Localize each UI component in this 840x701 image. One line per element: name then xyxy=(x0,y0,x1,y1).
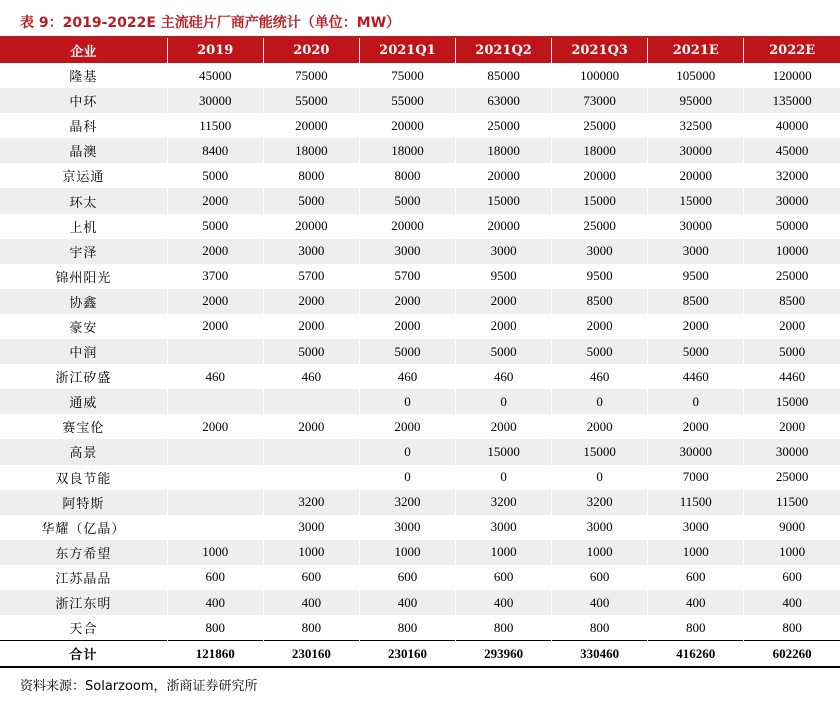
company-cell: 京运通 xyxy=(62,170,105,186)
value-cell: 20000 xyxy=(552,163,648,188)
value-cell: 15000 xyxy=(456,439,552,464)
value-cell: 0 xyxy=(552,389,648,414)
header-cell: 2021E xyxy=(648,38,744,63)
value-cell: 3000 xyxy=(263,515,359,540)
value-cell: 800 xyxy=(552,615,648,641)
value-cell: 73000 xyxy=(552,88,648,113)
table-row xyxy=(0,314,840,339)
value-cell: 20000 xyxy=(263,113,359,138)
value-cell: 5000 xyxy=(263,188,359,213)
value-cell: 4460 xyxy=(744,364,840,389)
company-cell: 锦州阳光 xyxy=(55,270,112,286)
company-cell: 上机 xyxy=(69,220,98,236)
company-cell: 晶科 xyxy=(69,120,98,136)
value-cell: 2000 xyxy=(359,289,455,314)
value-cell: 2000 xyxy=(167,414,263,439)
company-cell: 阿特斯 xyxy=(0,490,167,515)
value-cell: 55000 xyxy=(359,88,455,113)
value-cell: 5000 xyxy=(552,339,648,364)
value-cell: 2000 xyxy=(552,314,648,339)
value-cell: 7000 xyxy=(648,465,744,490)
value-cell: 1000 xyxy=(744,540,840,565)
value-cell: 400 xyxy=(744,590,840,615)
value-cell: 2000 xyxy=(744,314,840,339)
total-value: 330460 xyxy=(552,641,648,668)
company-cell: 华耀（亿晶） xyxy=(41,521,126,537)
table-row xyxy=(0,339,840,364)
value-cell: 3000 xyxy=(552,515,648,540)
value-cell: 11500 xyxy=(167,113,263,138)
value-cell: 25000 xyxy=(456,113,552,138)
table-row xyxy=(0,264,840,289)
value-cell xyxy=(167,339,263,364)
value-cell: 800 xyxy=(456,615,552,641)
value-cell: 460 xyxy=(456,364,552,389)
value-cell: 5000 xyxy=(744,339,840,364)
value-cell: 5000 xyxy=(359,339,455,364)
company-cell: 隆基 xyxy=(69,70,98,86)
value-cell: 25000 xyxy=(744,264,840,289)
value-cell: 0 xyxy=(648,389,744,414)
company-cell: 通威 xyxy=(0,389,167,414)
value-cell: 1000 xyxy=(167,540,263,565)
value-cell: 2000 xyxy=(167,239,263,264)
company-cell: 东方希望 xyxy=(0,540,167,565)
value-cell: 95000 xyxy=(648,88,744,113)
company-cell: 宇泽 xyxy=(0,239,167,264)
table-row xyxy=(0,214,840,239)
table-row xyxy=(0,414,840,439)
company-cell: 浙江东明 xyxy=(0,590,167,615)
value-cell xyxy=(167,490,263,515)
value-cell: 11500 xyxy=(744,490,840,515)
value-cell: 3000 xyxy=(359,239,455,264)
total-label: 合计 xyxy=(0,641,167,668)
value-cell: 15000 xyxy=(552,439,648,464)
company-cell: 双良节能 xyxy=(55,471,112,487)
table-row xyxy=(0,540,840,565)
value-cell: 30000 xyxy=(167,88,263,113)
value-cell: 0 xyxy=(456,465,552,490)
table-row xyxy=(0,113,840,138)
table-row xyxy=(0,439,840,464)
value-cell: 20000 xyxy=(648,163,744,188)
table-row xyxy=(0,389,840,414)
value-cell: 2000 xyxy=(456,314,552,339)
value-cell: 2000 xyxy=(359,314,455,339)
value-cell: 15000 xyxy=(648,188,744,213)
company-cell: 高景 xyxy=(0,439,167,464)
total-value: 293960 xyxy=(456,641,552,668)
value-cell: 5000 xyxy=(263,339,359,364)
value-cell: 800 xyxy=(263,615,359,641)
value-cell: 460 xyxy=(167,364,263,389)
value-cell: 9000 xyxy=(744,515,840,540)
value-cell: 8500 xyxy=(552,289,648,314)
value-cell: 55000 xyxy=(263,88,359,113)
value-cell xyxy=(167,389,263,414)
company-cell: 赛宝伦 xyxy=(62,421,105,437)
value-cell: 800 xyxy=(648,615,744,641)
value-cell: 20000 xyxy=(456,163,552,188)
value-cell: 3000 xyxy=(359,515,455,540)
value-cell: 460 xyxy=(359,364,455,389)
table-row xyxy=(0,364,840,389)
value-cell: 40000 xyxy=(744,113,840,138)
header-cell: 2021Q3 xyxy=(552,38,648,63)
value-cell: 8400 xyxy=(167,138,263,163)
company-cell: 豪安 xyxy=(69,320,98,336)
value-cell: 3200 xyxy=(456,490,552,515)
value-cell xyxy=(263,389,359,414)
value-cell: 18000 xyxy=(359,138,455,163)
value-cell: 2000 xyxy=(263,314,359,339)
value-cell: 3000 xyxy=(456,239,552,264)
value-cell: 3000 xyxy=(648,515,744,540)
value-cell: 2000 xyxy=(648,414,744,439)
value-cell: 400 xyxy=(167,590,263,615)
table-title: 表 9：2019-2022E 主流硅片厂商产能统计（单位：MW） xyxy=(20,15,401,31)
company-cell: 中环 xyxy=(0,88,167,113)
header-row xyxy=(0,38,840,63)
total-value: 230160 xyxy=(359,641,455,668)
value-cell: 0 xyxy=(552,465,648,490)
company-cell: 晶澳 xyxy=(0,138,167,163)
header-cell: 2022E xyxy=(744,38,840,63)
value-cell: 30000 xyxy=(648,138,744,163)
value-cell: 800 xyxy=(359,615,455,641)
value-cell: 400 xyxy=(648,590,744,615)
value-cell: 63000 xyxy=(456,88,552,113)
value-cell: 2000 xyxy=(648,314,744,339)
value-cell: 2000 xyxy=(456,414,552,439)
value-cell: 20000 xyxy=(359,214,455,239)
value-cell: 0 xyxy=(359,439,455,464)
value-cell: 20000 xyxy=(263,214,359,239)
value-cell: 5000 xyxy=(456,339,552,364)
value-cell: 15000 xyxy=(744,389,840,414)
table-row xyxy=(0,138,840,163)
total-value: 121860 xyxy=(167,641,263,668)
value-cell: 3200 xyxy=(552,490,648,515)
value-cell: 600 xyxy=(648,565,744,590)
value-cell: 10000 xyxy=(744,239,840,264)
value-cell: 600 xyxy=(456,565,552,590)
value-cell: 460 xyxy=(263,364,359,389)
value-cell: 25000 xyxy=(744,465,840,490)
table-row xyxy=(0,188,840,213)
total-value: 416260 xyxy=(648,641,744,668)
value-cell: 0 xyxy=(359,389,455,414)
value-cell: 18000 xyxy=(552,138,648,163)
value-cell: 2000 xyxy=(263,414,359,439)
capacity-table xyxy=(0,38,840,668)
value-cell: 25000 xyxy=(552,113,648,138)
value-cell: 135000 xyxy=(744,88,840,113)
value-cell: 30000 xyxy=(648,214,744,239)
table-row xyxy=(0,88,840,113)
value-cell: 30000 xyxy=(648,439,744,464)
value-cell: 25000 xyxy=(552,214,648,239)
value-cell: 800 xyxy=(167,615,263,641)
value-cell: 5700 xyxy=(263,264,359,289)
table-row xyxy=(0,615,840,641)
value-cell: 460 xyxy=(552,364,648,389)
value-cell: 2000 xyxy=(167,188,263,213)
value-cell: 32000 xyxy=(744,163,840,188)
value-cell: 1000 xyxy=(552,540,648,565)
value-cell: 1000 xyxy=(359,540,455,565)
value-cell: 105000 xyxy=(648,63,744,88)
value-cell xyxy=(167,515,263,540)
header-cell: 2019 xyxy=(167,38,263,63)
value-cell: 9500 xyxy=(552,264,648,289)
value-cell: 1000 xyxy=(456,540,552,565)
table-row xyxy=(0,289,840,314)
total-row xyxy=(0,641,840,668)
value-cell: 400 xyxy=(552,590,648,615)
value-cell: 120000 xyxy=(744,63,840,88)
value-cell: 3700 xyxy=(167,264,263,289)
company-cell: 天合 xyxy=(69,622,98,638)
header-cell: 2021Q2 xyxy=(456,38,552,63)
value-cell: 4460 xyxy=(648,364,744,389)
value-cell: 75000 xyxy=(359,63,455,88)
value-cell: 5700 xyxy=(359,264,455,289)
table-row xyxy=(0,465,840,490)
table-row xyxy=(0,565,840,590)
company-cell: 浙江矽盛 xyxy=(55,371,112,387)
value-cell: 15000 xyxy=(456,188,552,213)
table-row xyxy=(0,515,840,540)
value-cell xyxy=(167,439,263,464)
value-cell xyxy=(263,439,359,464)
value-cell: 8000 xyxy=(359,163,455,188)
value-cell xyxy=(167,465,263,490)
company-cell: 环太 xyxy=(0,188,167,213)
value-cell: 1000 xyxy=(263,540,359,565)
value-cell: 0 xyxy=(456,389,552,414)
value-cell: 3000 xyxy=(456,515,552,540)
value-cell: 18000 xyxy=(263,138,359,163)
value-cell: 3000 xyxy=(263,239,359,264)
header-cell: 2021Q1 xyxy=(359,38,455,63)
total-value: 230160 xyxy=(263,641,359,668)
value-cell: 20000 xyxy=(359,113,455,138)
value-cell: 400 xyxy=(359,590,455,615)
value-cell: 18000 xyxy=(456,138,552,163)
value-cell: 11500 xyxy=(648,490,744,515)
value-cell: 400 xyxy=(456,590,552,615)
value-cell: 600 xyxy=(552,565,648,590)
value-cell: 100000 xyxy=(552,63,648,88)
value-cell: 0 xyxy=(359,465,455,490)
value-cell: 600 xyxy=(167,565,263,590)
value-cell: 5000 xyxy=(359,188,455,213)
value-cell: 9500 xyxy=(648,264,744,289)
value-cell: 5000 xyxy=(648,339,744,364)
value-cell: 2000 xyxy=(167,314,263,339)
value-cell: 600 xyxy=(744,565,840,590)
value-cell: 30000 xyxy=(744,188,840,213)
value-cell: 15000 xyxy=(552,188,648,213)
value-cell: 2000 xyxy=(167,289,263,314)
table-row xyxy=(0,63,840,88)
source-note: 资料来源：Solarzoom，浙商证券研究所 xyxy=(20,679,258,694)
total-value: 602260 xyxy=(744,641,840,668)
value-cell: 3000 xyxy=(648,239,744,264)
value-cell: 85000 xyxy=(456,63,552,88)
value-cell: 2000 xyxy=(359,414,455,439)
company-cell: 协鑫 xyxy=(0,289,167,314)
value-cell: 3200 xyxy=(263,490,359,515)
value-cell: 9500 xyxy=(456,264,552,289)
value-cell: 5000 xyxy=(167,163,263,188)
header-cell: 2020 xyxy=(263,38,359,63)
value-cell: 600 xyxy=(263,565,359,590)
value-cell: 75000 xyxy=(263,63,359,88)
value-cell: 2000 xyxy=(552,414,648,439)
value-cell: 400 xyxy=(263,590,359,615)
value-cell: 50000 xyxy=(744,214,840,239)
value-cell: 45000 xyxy=(167,63,263,88)
value-cell: 600 xyxy=(359,565,455,590)
table-row xyxy=(0,163,840,188)
value-cell xyxy=(263,465,359,490)
header-cell: 企业 xyxy=(0,38,167,63)
value-cell: 2000 xyxy=(456,289,552,314)
value-cell: 8500 xyxy=(744,289,840,314)
value-cell: 800 xyxy=(744,615,840,641)
value-cell: 45000 xyxy=(744,138,840,163)
value-cell: 1000 xyxy=(648,540,744,565)
value-cell: 8000 xyxy=(263,163,359,188)
value-cell: 3200 xyxy=(359,490,455,515)
value-cell: 20000 xyxy=(456,214,552,239)
table-row xyxy=(0,490,840,515)
company-cell: 中润 xyxy=(0,339,167,364)
value-cell: 32500 xyxy=(648,113,744,138)
value-cell: 30000 xyxy=(744,439,840,464)
table-row xyxy=(0,590,840,615)
value-cell: 8500 xyxy=(648,289,744,314)
value-cell: 2000 xyxy=(263,289,359,314)
value-cell: 5000 xyxy=(167,214,263,239)
value-cell: 2000 xyxy=(744,414,840,439)
value-cell: 3000 xyxy=(552,239,648,264)
table-row xyxy=(0,239,840,264)
company-cell: 江苏晶品 xyxy=(55,571,112,587)
